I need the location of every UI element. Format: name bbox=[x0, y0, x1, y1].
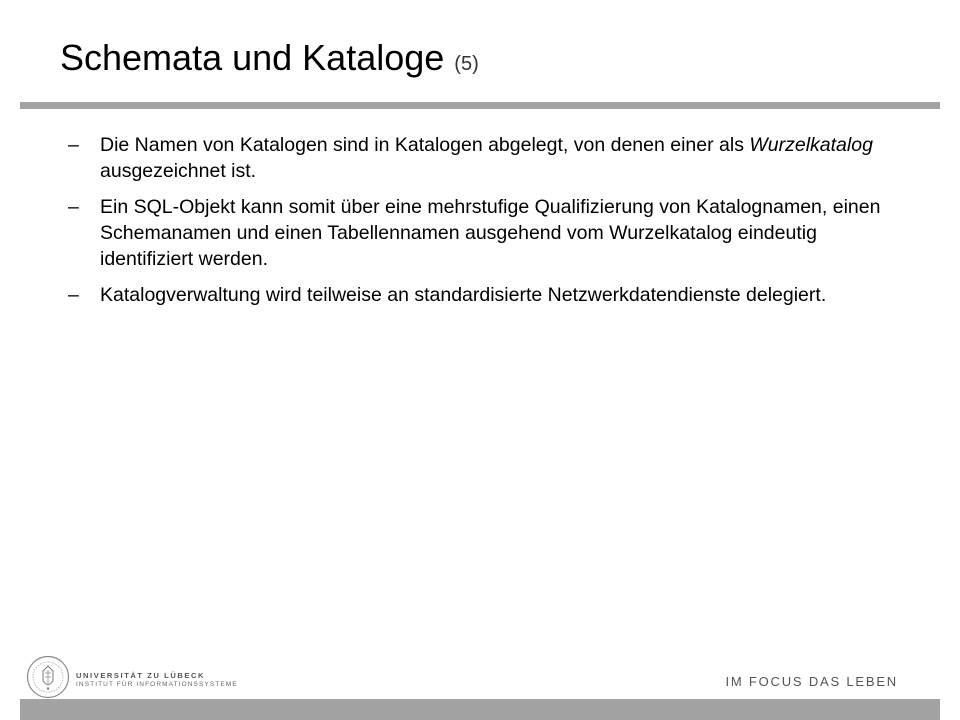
bullet-text: Ein SQL-Objekt kann somit über eine mehrstufige Qualifizierung von Katalognamen, einen Schemanamen und einen Tabellennamen ausgehend vom Wurzelkatalog eindeutig identifiziert werden. bbox=[100, 196, 881, 270]
bullet-text: Die Namen von Katalogen sind in Katalogen abgelegt, von denen einer als bbox=[100, 134, 750, 156]
university-seal-icon bbox=[26, 655, 70, 699]
slide-title-text: Schemata und Kataloge bbox=[60, 37, 445, 78]
title-divider bbox=[20, 102, 940, 109]
bullet-item-sql-object bbox=[68, 194, 888, 272]
bullet-item-catalog-names bbox=[68, 132, 888, 184]
slide-title bbox=[60, 36, 479, 79]
bullet-text-end: ausgezeichnet ist. bbox=[100, 160, 257, 182]
university-logo bbox=[26, 655, 236, 701]
bullet-list bbox=[68, 132, 888, 318]
bullet-text: Katalogverwaltung wird teilweise an standardisierte Netzwerkdatendienste delegiert. bbox=[100, 284, 827, 306]
institute-name: INSTITUT FÜR INFORMATIONSSYSTEME bbox=[76, 681, 238, 688]
bullet-item-catalog-management bbox=[68, 282, 888, 308]
bottom-bar bbox=[20, 699, 940, 720]
university-name: UNIVERSITÄT ZU LÜBECK bbox=[76, 671, 206, 680]
bullet-emphasis: Wurzelkatalog bbox=[749, 134, 873, 156]
bullet-dash: – bbox=[68, 284, 79, 306]
slide-title-number: (5) bbox=[454, 53, 479, 75]
slogan-text: IM FOCUS DAS LEBEN bbox=[725, 674, 898, 689]
bullet-dash: – bbox=[68, 196, 79, 218]
bullet-dash: – bbox=[68, 134, 79, 156]
